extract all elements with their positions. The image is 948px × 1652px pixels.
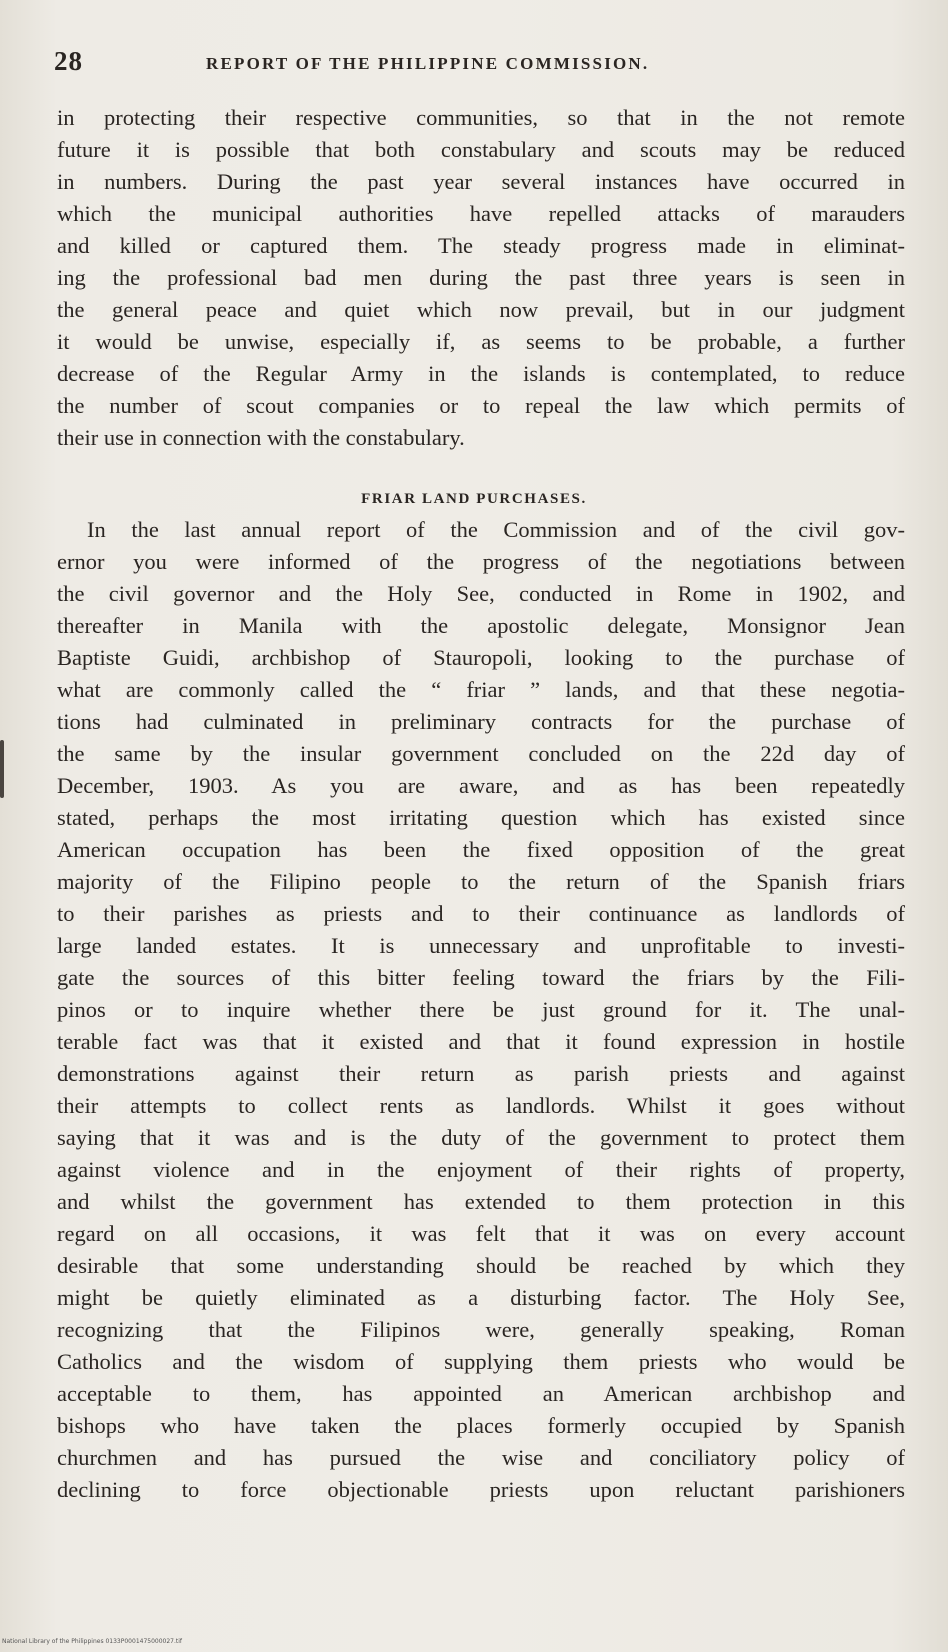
running-head-title: REPORT OF THE PHILIPPINE COMMISSION. <box>206 54 650 73</box>
text-line: future it is possible that both constabulary and scouts may be reduced <box>57 137 905 162</box>
text-line: stated, perhaps the most irritating question which has existed since <box>57 805 905 830</box>
text-line: Baptiste Guidi, archbishop of Stauropoli, looking to the purchase of <box>57 645 905 670</box>
text-line: majority of the Filipino people to the return of the Spanish friars <box>57 869 905 894</box>
text-line: it would be unwise, especially if, as seems to be probable, a further <box>57 329 905 354</box>
text-line: demonstrations against their return as parish priests and against <box>57 1061 905 1086</box>
text-line: tions had culminated in preliminary contracts for the purchase of <box>57 709 905 734</box>
text-line: might be quietly eliminated as a disturbing factor. The Holy See, <box>57 1285 905 1310</box>
text-line: bishops who have taken the places formerly occupied by Spanish <box>57 1413 905 1438</box>
text-line: ernor you were informed of the progress of the negotiations between <box>57 549 905 574</box>
text-line: December, 1903. As you are aware, and as has been repeatedly <box>57 773 905 798</box>
text-line: against violence and in the enjoyment of their rights of property, <box>57 1157 905 1182</box>
text-line: regard on all occasions, it was felt that it was on every account <box>57 1221 905 1246</box>
text-line: the general peace and quiet which now prevail, but in our judgment <box>57 297 905 322</box>
text-line: to their parishes as priests and to their continuance as landlords of <box>57 901 905 926</box>
text-line: acceptable to them, has appointed an American archbishop and <box>57 1381 905 1406</box>
paragraph-constabulary <box>57 102 905 454</box>
section-heading: FRIAR LAND PURCHASES. <box>361 491 587 507</box>
text-line: the number of scout companies or to repeal the law which permits of <box>57 393 905 418</box>
text-line: American occupation has been the fixed opposition of the great <box>57 837 905 862</box>
text-line: large landed estates. It is unnecessary and unprofitable to investi- <box>57 933 905 958</box>
text-line: terable fact was that it existed and that it found expression in hostile <box>57 1029 905 1054</box>
text-line: what are commonly called the “ friar ” lands, and that these negotia- <box>57 677 905 702</box>
text-line: their use in connection with the constabulary. <box>57 425 465 450</box>
text-line: gate the sources of this bitter feeling toward the friars by the Fili- <box>57 965 905 990</box>
text-line: In the last annual report of the Commission and of the civil gov- <box>87 517 905 542</box>
text-line: which the municipal authorities have repelled attacks of marauders <box>57 201 905 226</box>
text-line: recognizing that the Filipinos were, generally speaking, Roman <box>57 1317 905 1342</box>
text-line: the same by the insular government concluded on the 22d day of <box>57 741 905 766</box>
text-line: churchmen and has pursued the wise and conciliatory policy of <box>57 1445 905 1470</box>
text-line: desirable that some understanding should be reached by which they <box>57 1253 905 1278</box>
paragraph-friar-lands <box>57 514 905 1506</box>
scan-footer: National Library of the Philippines 0133P0001475000027.tif <box>2 1638 183 1645</box>
text-line: and whilst the government has extended to them protection in this <box>57 1189 905 1214</box>
text-line: in numbers. During the past year several instances have occurred in <box>57 169 905 194</box>
text-line: and killed or captured them. The steady progress made in eliminat- <box>57 233 905 258</box>
text-line: the civil governor and the Holy See, conducted in Rome in 1902, and <box>57 581 905 606</box>
page-number: 28 <box>54 46 83 76</box>
text-line: their attempts to collect rents as landlords. Whilst it goes without <box>57 1093 905 1118</box>
text-line: thereafter in Manila with the apostolic delegate, Monsignor Jean <box>57 613 905 638</box>
text-line: pinos or to inquire whether there be just ground for it. The unal- <box>57 997 905 1022</box>
text-line: saying that it was and is the duty of the government to protect them <box>57 1125 905 1150</box>
running-head <box>54 46 912 82</box>
text-line: ing the professional bad men during the past three years is seen in <box>57 265 905 290</box>
text-line: in protecting their respective communities, so that in the not remote <box>57 105 905 130</box>
text-line: decrease of the Regular Army in the islands is contemplated, to reduce <box>57 361 905 386</box>
binding-shadow <box>0 740 4 798</box>
text-line: Catholics and the wisdom of supplying them priests who would be <box>57 1349 905 1374</box>
text-line: declining to force objectionable priests upon reluctant parishioners <box>57 1477 905 1502</box>
